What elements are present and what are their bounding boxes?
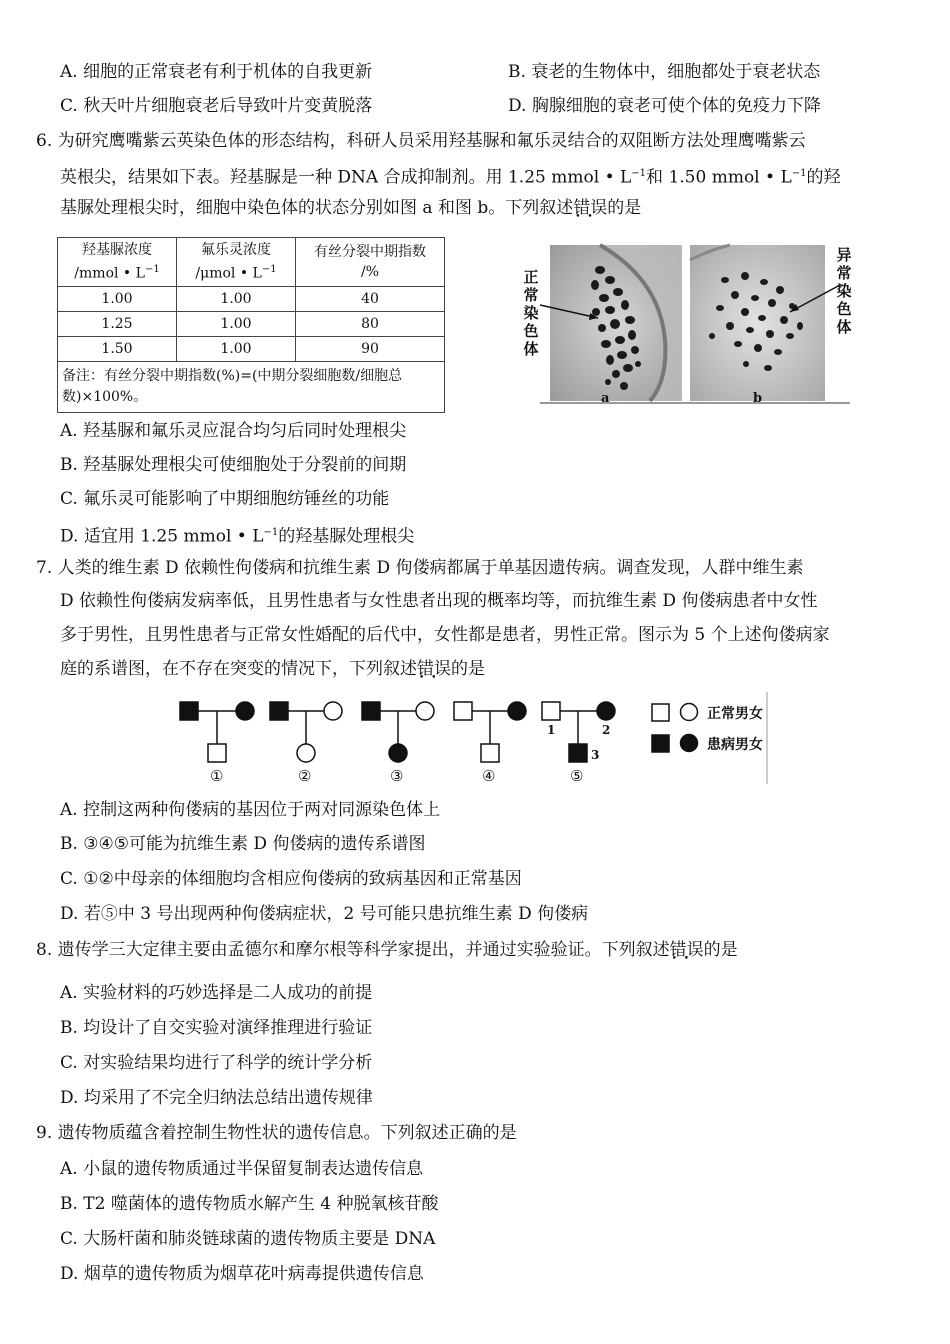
q6-stem-line3: 基脲处理根尖时，细胞中染色体的状态分别如图 a 和图 b。下列叙述错误 • •的是 bbox=[60, 196, 641, 220]
legend-affected-label: 患病男女 bbox=[707, 737, 763, 753]
q7-stem-line4: 庭的系谱图，在不存在突变的情况下，下列叙述错误 • •的是 bbox=[60, 657, 485, 681]
table-row bbox=[58, 287, 445, 312]
table-header: 羟基脲浓度 /mmol • $L^{-1}$ bbox=[58, 238, 177, 287]
individual-number-3: 3 bbox=[591, 748, 600, 762]
emphasis-word: 错误 • • bbox=[417, 659, 451, 679]
table-cell: 1.00 bbox=[177, 337, 296, 362]
pedigree-label-5: ⑤ bbox=[570, 767, 584, 785]
q7-stem-line2: D 依赖性佝偻病发病率低，且男性患者与女性患者出现的概率均等，而抗维生素 D 佝偻病患者中女性 bbox=[60, 591, 818, 611]
table-header: 有丝分裂中期指数 /% bbox=[296, 238, 445, 287]
q6-stem-line1: 6. 为研究鹰嘴紫云英染色体的形态结构，科研人员采用羟基脲和氟乐灵结合的双阻断方法处理鹰嘴紫云 bbox=[36, 131, 806, 151]
q6-option-c: C. 氟乐灵可能影响了中期细胞纺锤丝的功能 bbox=[60, 489, 390, 509]
pedigree-label-3: ③ bbox=[390, 767, 404, 785]
q8-option-a: A. 实验材料的巧妙选择是二人成功的前提 bbox=[60, 983, 373, 1003]
q5-option-c: C. 秋天叶片细胞衰老后导致叶片变黄脱落 bbox=[60, 96, 373, 116]
table-cell: 1.00 bbox=[177, 287, 296, 312]
table-note: 备注：有丝分裂中期指数(%)=(中期分裂细胞数/细胞总数)×100%。 bbox=[58, 362, 445, 413]
normal-chromosome-label: 正常染色体 bbox=[523, 268, 539, 358]
table-header: 氟乐灵浓度 /μmol • $L^{-1}$ bbox=[177, 238, 296, 287]
table-cell: 1.00 bbox=[177, 312, 296, 337]
q9-option-c: C. 大肠杆菌和肺炎链球菌的遗传物质主要是 DNA bbox=[60, 1229, 436, 1249]
individual-number-1: 1 bbox=[547, 723, 556, 737]
table-cell: 80 bbox=[296, 312, 445, 337]
table-row bbox=[58, 337, 445, 362]
emphasis-word: 错误 • • bbox=[670, 940, 704, 960]
q7-option-d: D. 若⑤中 3 号出现两种佝偻病症状，2 号可能只患抗维生素 D 佝偻病 bbox=[60, 904, 589, 924]
emphasis-word: 错误 • • bbox=[573, 198, 607, 218]
figure-caption-b: b bbox=[753, 391, 763, 406]
pedigree-label-2: ② bbox=[298, 767, 312, 785]
pedigree-diagram bbox=[170, 692, 780, 792]
q8-option-b: B. 均设计了自交实验对演绎推理进行验证 bbox=[60, 1018, 373, 1038]
table-cell: 1.00 bbox=[58, 287, 177, 312]
q5-option-b: B. 衰老的生物体中，细胞都处于衰老状态 bbox=[508, 62, 821, 82]
q7-option-b: B. ③④⑤可能为抗维生素 D 佝偻病的遗传系谱图 bbox=[60, 834, 426, 854]
concentration-table bbox=[57, 237, 445, 413]
q6-stem-line2: 英根尖，结果如下表。羟基脲是一种 DNA 合成抑制剂。用 1.25 mmol • $L^{-1}$和 1.50 mmol • $L^{-1}$的羟 bbox=[60, 167, 841, 188]
pedigree-family-1 bbox=[180, 702, 254, 762]
q5-option-d: D. 胸腺细胞的衰老可使个体的免疫力下降 bbox=[508, 96, 821, 116]
q6-option-b: B. 羟基脲处理根尖可使细胞处于分裂前的间期 bbox=[60, 455, 407, 475]
figure-caption-a: a bbox=[601, 391, 610, 406]
q6-option-d: D. 适宜用 1.25 mmol • $L^{-1}$的羟基脲处理根尖 bbox=[60, 526, 415, 547]
pedigree-label-1: ① bbox=[210, 767, 224, 785]
table-cell: 1.50 bbox=[58, 337, 177, 362]
q9-option-d: D. 烟草的遗传物质为烟草花叶病毒提供遗传信息 bbox=[60, 1264, 424, 1284]
q9-option-a: A. 小鼠的遗传物质通过半保留复制表达遗传信息 bbox=[60, 1159, 424, 1179]
individual-number-2: 2 bbox=[602, 723, 611, 737]
q9-option-b: B. T2 噬菌体的遗传物质水解产生 4 种脱氧核苷酸 bbox=[60, 1194, 439, 1214]
micrograph-b bbox=[690, 245, 840, 401]
micrograph-figure bbox=[540, 240, 860, 410]
table-cell: 90 bbox=[296, 337, 445, 362]
q7-stem-line1: 7. 人类的维生素 D 依赖性佝偻病和抗维生素 D 佝偻病都属于单基因遗传病。调查发现，人群中维生素 bbox=[36, 558, 804, 578]
pedigree-legend bbox=[652, 704, 698, 753]
q8-option-d: D. 均采用了不完全归纳法总结出遗传规律 bbox=[60, 1088, 373, 1108]
table-cell: 1.25 bbox=[58, 312, 177, 337]
pedigree-family-4 bbox=[454, 702, 526, 762]
table-row bbox=[58, 312, 445, 337]
pedigree-family-3 bbox=[362, 702, 434, 762]
q5-option-a: A. 细胞的正常衰老有利于机体的自我更新 bbox=[60, 62, 373, 82]
table-cell: 40 bbox=[296, 287, 445, 312]
q7-stem-line3: 多于男性，且男性患者与正常女性婚配的后代中，女性都是患者，男性正常。图示为 5 个上述佝偻病家 bbox=[60, 625, 830, 645]
q8-stem: 8. 遗传学三大定律主要由孟德尔和摩尔根等科学家提出，并通过实验验证。下列叙述错误 • •的是 bbox=[36, 938, 738, 962]
pedigree-family-2 bbox=[270, 702, 342, 762]
micrograph-a bbox=[540, 245, 682, 401]
legend-normal-label: 正常男女 bbox=[707, 706, 763, 722]
q8-option-c: C. 对实验结果均进行了科学的统计学分析 bbox=[60, 1053, 373, 1073]
abnormal-chromosome-label: 异常染色体 bbox=[836, 246, 852, 336]
q7-option-a: A. 控制这两种佝偻病的基因位于两对同源染色体上 bbox=[60, 800, 441, 820]
q7-option-c: C. ①②中母亲的体细胞均含相应佝偻病的致病基因和正常基因 bbox=[60, 869, 522, 889]
q6-option-a: A. 羟基脲和氟乐灵应混合均匀后同时处理根尖 bbox=[60, 421, 407, 441]
q9-stem: 9. 遗传物质蕴含着控制生物性状的遗传信息。下列叙述正确的是 bbox=[36, 1123, 517, 1143]
pedigree-label-4: ④ bbox=[482, 767, 496, 785]
